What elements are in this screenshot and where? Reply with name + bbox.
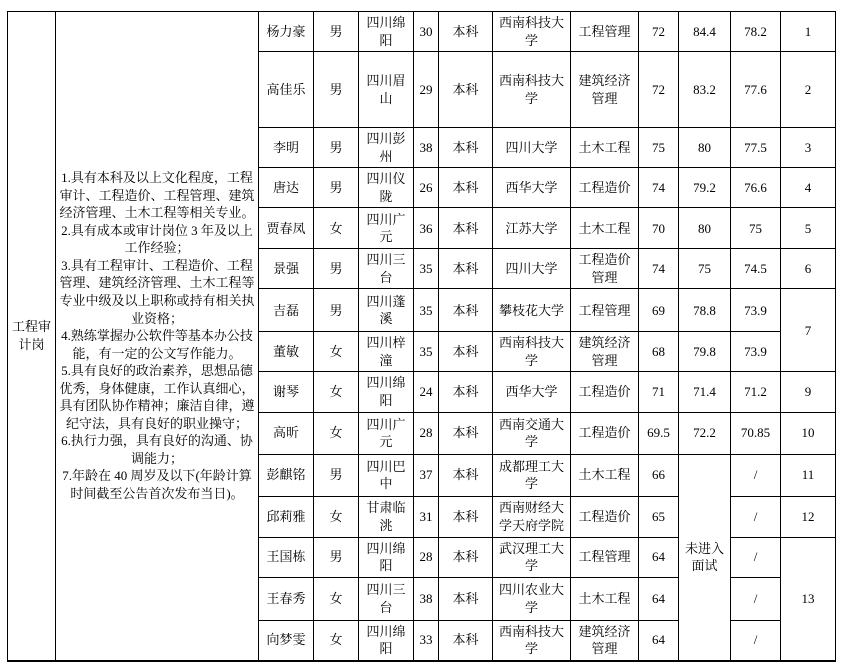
cell-origin: 四川眉山 <box>359 52 414 128</box>
cell-age: 37 <box>414 454 439 496</box>
cell-age: 38 <box>414 128 439 168</box>
cell-name: 杨力豪 <box>259 12 314 52</box>
cell-university: 西南科技大学 <box>493 12 571 52</box>
cell-education: 本科 <box>439 12 493 52</box>
cell-education: 本科 <box>439 52 493 128</box>
cell-university: 攀枝花大学 <box>493 289 571 332</box>
cell-name: 王春秀 <box>259 577 314 620</box>
cell-gender: 女 <box>314 412 359 454</box>
cell-gender: 男 <box>314 52 359 128</box>
cell-total-score: 74.5 <box>731 249 781 289</box>
cell-education: 本科 <box>439 128 493 168</box>
cell-university: 西南科技大学 <box>493 620 571 661</box>
cell-name: 景强 <box>259 249 314 289</box>
cell-age: 26 <box>414 168 439 208</box>
cell-origin: 四川三台 <box>359 249 414 289</box>
cell-origin: 四川绵阳 <box>359 537 414 577</box>
cell-age: 35 <box>414 289 439 332</box>
cell-origin: 四川巴中 <box>359 454 414 496</box>
cell-gender: 女 <box>314 577 359 620</box>
cell-major: 工程管理 <box>571 537 639 577</box>
requirement-item: 1.具有本科及以上文化程度，工程审计、工程造价、工程管理、建筑经济管理、土木工程等相关专业。 <box>59 170 255 221</box>
cell-university: 江苏大学 <box>493 208 571 249</box>
cell-gender: 男 <box>314 249 359 289</box>
cell-origin: 四川蓬溪 <box>359 289 414 332</box>
requirement-item: 7.年龄在 40 周岁及以下(年龄计算时间截至公告首次发布当日)。 <box>62 468 252 502</box>
cell-age: 30 <box>414 12 439 52</box>
cell-written-score: 74 <box>639 249 679 289</box>
cell-major: 工程造价 <box>571 496 639 537</box>
cell-age: 28 <box>414 412 439 454</box>
cell-gender: 女 <box>314 496 359 537</box>
cell-origin: 四川绵阳 <box>359 620 414 661</box>
cell-rank: 6 <box>781 249 836 289</box>
cell-interview-score: 72.2 <box>679 412 731 454</box>
cell-rank: 4 <box>781 168 836 208</box>
requirement-item: 3.具有工程审计、工程造价、工程管理、建筑经济管理、土木工程等专业中级及以上职称或持有相关执业资格； <box>59 257 255 326</box>
cell-age: 24 <box>414 372 439 412</box>
cell-age: 36 <box>414 208 439 249</box>
cell-age: 29 <box>414 52 439 128</box>
requirement-item: 4.熟练掌握办公软件等基本办公技能，有一定的公文写作能力。 <box>61 328 253 361</box>
cell-university: 西南交通大学 <box>493 412 571 454</box>
cell-gender: 男 <box>314 454 359 496</box>
cell-university: 西南科技大学 <box>493 52 571 128</box>
cell-rank-merged: 7 <box>781 289 836 372</box>
cell-written-score: 66 <box>639 454 679 496</box>
table-row <box>8 12 836 52</box>
cell-rank: 11 <box>781 454 836 496</box>
cell-university: 西南财经大学天府学院 <box>493 496 571 537</box>
cell-university: 四川农业大学 <box>493 577 571 620</box>
cell-written-score: 68 <box>639 332 679 372</box>
cell-rank: 10 <box>781 412 836 454</box>
cell-gender: 女 <box>314 208 359 249</box>
cell-education: 本科 <box>439 168 493 208</box>
cell-gender: 男 <box>314 168 359 208</box>
cell-total-score: 78.2 <box>731 12 781 52</box>
requirement-item: 2.具有成本或审计岗位 3 年及以上工作经验； <box>61 222 253 256</box>
cell-interview-score: 83.2 <box>679 52 731 128</box>
cell-education: 本科 <box>439 537 493 577</box>
cell-major: 建筑经济管理 <box>571 620 639 661</box>
position-requirements <box>56 12 259 661</box>
cell-gender: 女 <box>314 372 359 412</box>
cell-origin: 四川广元 <box>359 208 414 249</box>
cell-name: 吉磊 <box>259 289 314 332</box>
cell-total-score: / <box>731 496 781 537</box>
cell-education: 本科 <box>439 454 493 496</box>
cell-origin: 四川三台 <box>359 577 414 620</box>
cell-interview-score: 78.8 <box>679 289 731 332</box>
cell-age: 28 <box>414 537 439 577</box>
cell-name: 董敏 <box>259 332 314 372</box>
cell-written-score: 72 <box>639 12 679 52</box>
cell-name: 谢琴 <box>259 372 314 412</box>
cell-rank-merged: 13 <box>781 537 836 661</box>
cell-interview-score: 79.8 <box>679 332 731 372</box>
cell-name: 向梦雯 <box>259 620 314 661</box>
cell-interview-score: 84.4 <box>679 12 731 52</box>
cell-name: 贾春凤 <box>259 208 314 249</box>
cell-major: 工程管理 <box>571 289 639 332</box>
cell-origin: 四川广元 <box>359 412 414 454</box>
cell-major: 工程管理 <box>571 12 639 52</box>
cell-major: 土木工程 <box>571 454 639 496</box>
cell-gender: 男 <box>314 537 359 577</box>
cell-name: 唐达 <box>259 168 314 208</box>
cell-written-score: 64 <box>639 620 679 661</box>
cell-rank: 9 <box>781 372 836 412</box>
cell-interview-score: 71.4 <box>679 372 731 412</box>
cell-university: 武汉理工大学 <box>493 537 571 577</box>
cell-university: 四川大学 <box>493 128 571 168</box>
cell-rank: 3 <box>781 128 836 168</box>
cell-gender: 女 <box>314 620 359 661</box>
cell-origin: 四川绵阳 <box>359 12 414 52</box>
cell-name: 李明 <box>259 128 314 168</box>
cell-age: 38 <box>414 577 439 620</box>
cell-rank: 12 <box>781 496 836 537</box>
cell-written-score: 65 <box>639 496 679 537</box>
cell-university: 西华大学 <box>493 168 571 208</box>
cell-education: 本科 <box>439 249 493 289</box>
cell-university: 西华大学 <box>493 372 571 412</box>
cell-gender: 男 <box>314 128 359 168</box>
cell-education: 本科 <box>439 208 493 249</box>
cell-total-score: 75 <box>731 208 781 249</box>
cell-major: 工程造价管理 <box>571 249 639 289</box>
cell-gender: 女 <box>314 332 359 372</box>
cell-gender: 男 <box>314 12 359 52</box>
cell-rank: 5 <box>781 208 836 249</box>
cell-major: 土木工程 <box>571 577 639 620</box>
cell-rank: 1 <box>781 12 836 52</box>
cell-age: 35 <box>414 332 439 372</box>
cell-education: 本科 <box>439 620 493 661</box>
position-title: 工程审计岗 <box>8 12 56 661</box>
recruitment-results-table <box>7 11 836 662</box>
cell-education: 本科 <box>439 577 493 620</box>
cell-written-score: 75 <box>639 128 679 168</box>
cell-education: 本科 <box>439 332 493 372</box>
cell-rank: 2 <box>781 52 836 128</box>
cell-total-score: / <box>731 620 781 661</box>
cell-origin: 四川绵阳 <box>359 372 414 412</box>
cell-written-score: 70 <box>639 208 679 249</box>
cell-origin: 四川仪陇 <box>359 168 414 208</box>
cell-origin: 四川梓潼 <box>359 332 414 372</box>
cell-written-score: 74 <box>639 168 679 208</box>
cell-written-score: 69.5 <box>639 412 679 454</box>
cell-major: 工程造价 <box>571 168 639 208</box>
cell-name: 邱莉雅 <box>259 496 314 537</box>
cell-total-score: 76.6 <box>731 168 781 208</box>
cell-written-score: 69 <box>639 289 679 332</box>
cell-written-score: 64 <box>639 537 679 577</box>
cell-major: 土木工程 <box>571 208 639 249</box>
cell-age: 35 <box>414 249 439 289</box>
cell-major: 建筑经济管理 <box>571 332 639 372</box>
cell-education: 本科 <box>439 412 493 454</box>
cell-age: 33 <box>414 620 439 661</box>
cell-university: 四川大学 <box>493 249 571 289</box>
cell-written-score: 72 <box>639 52 679 128</box>
cell-education: 本科 <box>439 289 493 332</box>
cell-total-score: 77.5 <box>731 128 781 168</box>
cell-education: 本科 <box>439 372 493 412</box>
requirement-item: 6.执行力强，具有良好的沟通、协调能力； <box>61 433 253 466</box>
requirement-item: 5.具有良好的政治素养，思想品德优秀，身体健康，工作认真细心，具有团队协作精神；廉洁自律，遵纪守法，具有良好的职业操守； <box>59 363 255 431</box>
cell-total-score: / <box>731 454 781 496</box>
cell-major: 工程造价 <box>571 412 639 454</box>
cell-age: 31 <box>414 496 439 537</box>
cell-university: 成都理工大学 <box>493 454 571 496</box>
cell-written-score: 64 <box>639 577 679 620</box>
cell-major: 土木工程 <box>571 128 639 168</box>
cell-total-score: / <box>731 577 781 620</box>
cell-total-score: 71.2 <box>731 372 781 412</box>
cell-total-score: 73.9 <box>731 332 781 372</box>
cell-origin: 四川彭州 <box>359 128 414 168</box>
cell-major: 工程造价 <box>571 372 639 412</box>
cell-gender: 男 <box>314 289 359 332</box>
cell-major: 建筑经济管理 <box>571 52 639 128</box>
cell-written-score: 71 <box>639 372 679 412</box>
cell-name: 彭麒铭 <box>259 454 314 496</box>
cell-university: 西南科技大学 <box>493 332 571 372</box>
cell-total-score: / <box>731 537 781 577</box>
cell-total-score: 73.9 <box>731 289 781 332</box>
cell-interview-score: 75 <box>679 249 731 289</box>
cell-education: 本科 <box>439 496 493 537</box>
cell-total-score: 77.6 <box>731 52 781 128</box>
cell-interview-score: 80 <box>679 208 731 249</box>
cell-name: 高昕 <box>259 412 314 454</box>
cell-interview-score: 80 <box>679 128 731 168</box>
cell-total-score: 70.85 <box>731 412 781 454</box>
cell-interview-score: 79.2 <box>679 168 731 208</box>
cell-origin: 甘肃临洮 <box>359 496 414 537</box>
cell-no-interview-merged: 未进入面试 <box>679 454 731 661</box>
cell-name: 高佳乐 <box>259 52 314 128</box>
cell-name: 王国栋 <box>259 537 314 577</box>
